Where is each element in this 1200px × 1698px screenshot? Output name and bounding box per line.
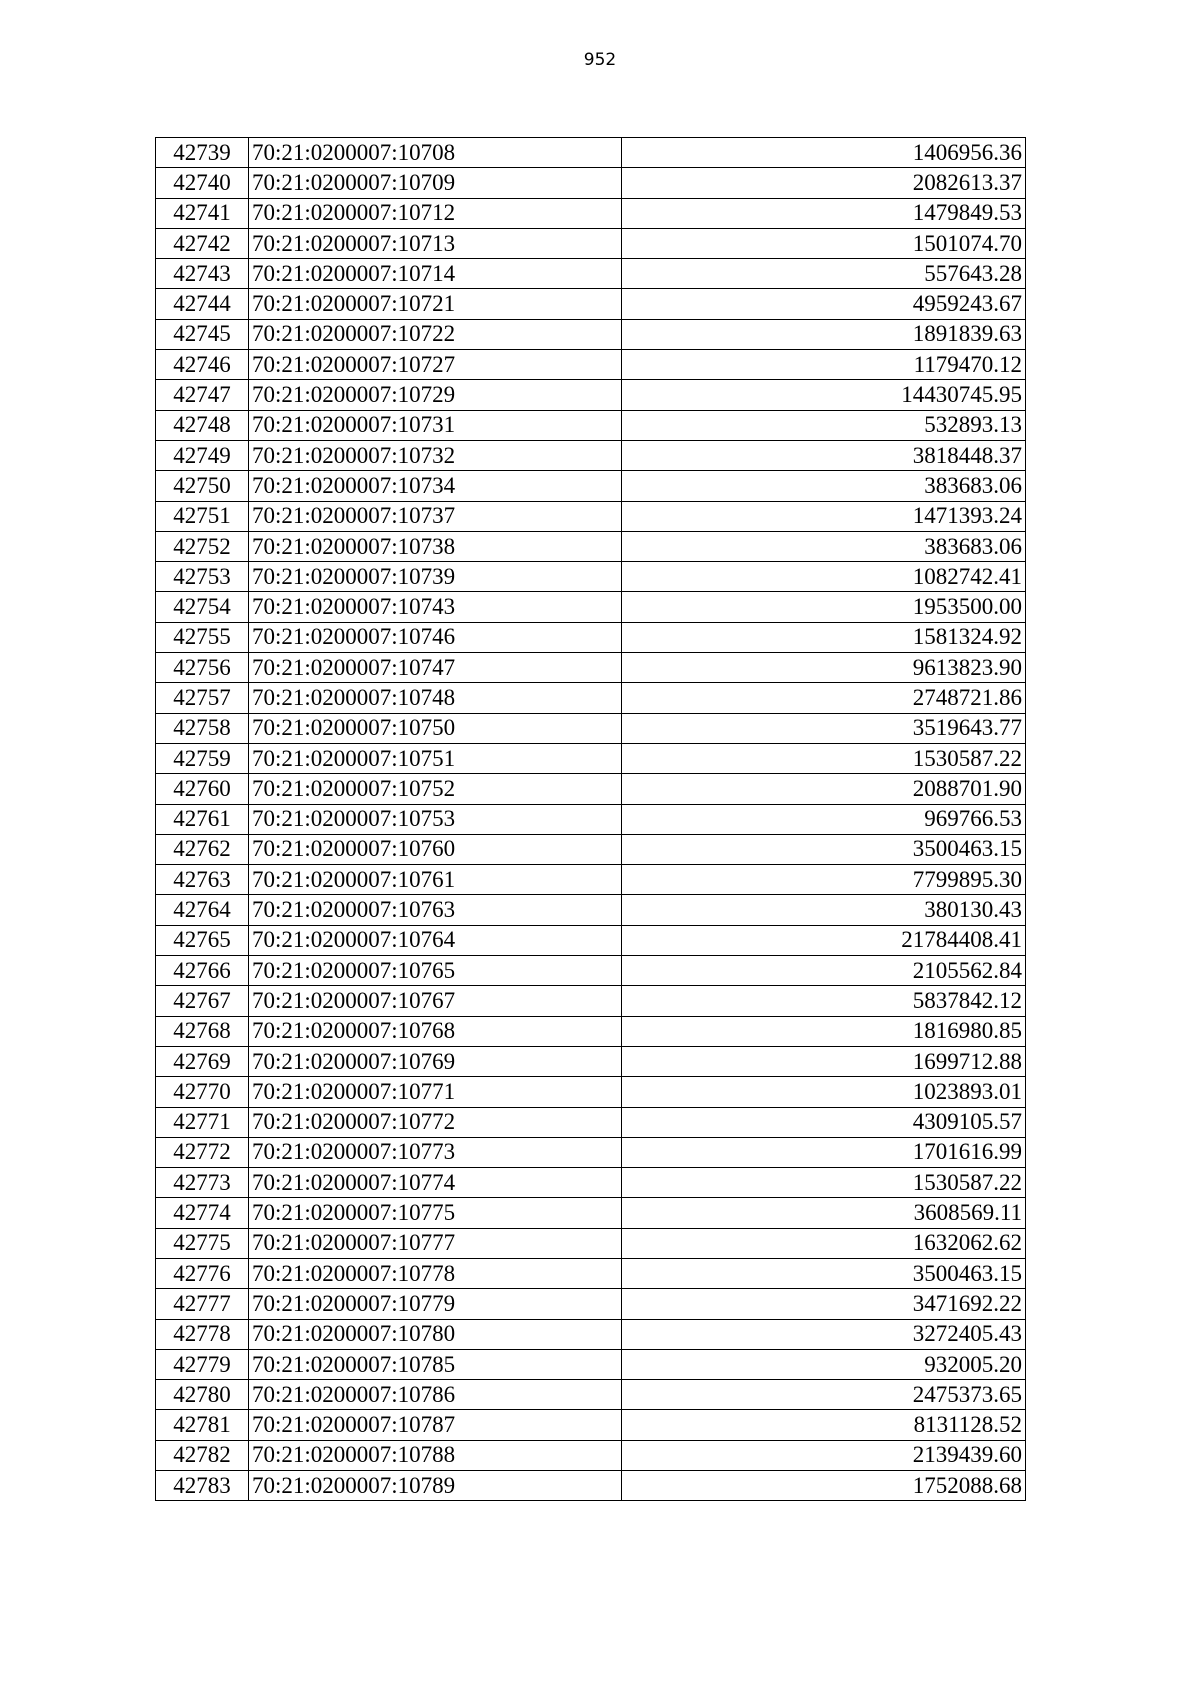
row-number-cell: 42747 [156, 380, 249, 410]
table-row [156, 1137, 1026, 1167]
row-number-cell: 42748 [156, 410, 249, 440]
row-number-cell: 42757 [156, 683, 249, 713]
cadastral-number-cell: 70:21:0200007:10788 [249, 1440, 622, 1470]
row-number-cell: 42761 [156, 804, 249, 834]
cadastral-number-cell: 70:21:0200007:10743 [249, 592, 622, 622]
value-cell: 383683.06 [622, 471, 1026, 501]
row-number-cell: 42750 [156, 471, 249, 501]
row-number-cell: 42741 [156, 198, 249, 228]
row-number-cell: 42745 [156, 319, 249, 349]
value-cell: 21784408.41 [622, 925, 1026, 955]
row-number-cell: 42746 [156, 350, 249, 380]
table-row [156, 925, 1026, 955]
value-cell: 1632062.62 [622, 1228, 1026, 1258]
row-number-cell: 42765 [156, 925, 249, 955]
table-row [156, 956, 1026, 986]
value-cell: 3608569.11 [622, 1198, 1026, 1228]
table-row [156, 410, 1026, 440]
page-number: 952 [583, 50, 617, 70]
row-number-cell: 42772 [156, 1137, 249, 1167]
cadastral-number-cell: 70:21:0200007:10789 [249, 1471, 622, 1501]
row-number-cell: 42764 [156, 895, 249, 925]
row-number-cell: 42749 [156, 440, 249, 470]
table-row [156, 1046, 1026, 1076]
value-cell: 4309105.57 [622, 1107, 1026, 1137]
table-row [156, 1077, 1026, 1107]
cadastral-number-cell: 70:21:0200007:10778 [249, 1258, 622, 1288]
row-number-cell: 42767 [156, 986, 249, 1016]
table-row [156, 319, 1026, 349]
row-number-cell: 42756 [156, 653, 249, 683]
cadastral-number-cell: 70:21:0200007:10748 [249, 683, 622, 713]
row-number-cell: 42779 [156, 1349, 249, 1379]
value-cell: 3818448.37 [622, 440, 1026, 470]
value-cell: 3500463.15 [622, 834, 1026, 864]
table-row [156, 228, 1026, 258]
cadastral-number-cell: 70:21:0200007:10786 [249, 1380, 622, 1410]
row-number-cell: 42777 [156, 1289, 249, 1319]
cadastral-number-cell: 70:21:0200007:10746 [249, 622, 622, 652]
cadastral-number-cell: 70:21:0200007:10753 [249, 804, 622, 834]
value-cell: 1530587.22 [622, 1168, 1026, 1198]
row-number-cell: 42760 [156, 774, 249, 804]
table-row [156, 1168, 1026, 1198]
cadastral-number-cell: 70:21:0200007:10732 [249, 440, 622, 470]
cadastral-number-cell: 70:21:0200007:10750 [249, 713, 622, 743]
table-row [156, 1471, 1026, 1501]
cadastral-number-cell: 70:21:0200007:10739 [249, 562, 622, 592]
table-row [156, 471, 1026, 501]
value-cell: 532893.13 [622, 410, 1026, 440]
table-row [156, 1349, 1026, 1379]
cadastral-number-cell: 70:21:0200007:10780 [249, 1319, 622, 1349]
cadastral-number-cell: 70:21:0200007:10771 [249, 1077, 622, 1107]
value-cell: 3500463.15 [622, 1258, 1026, 1288]
table-body [156, 138, 1026, 1501]
cadastral-number-cell: 70:21:0200007:10727 [249, 350, 622, 380]
cadastral-number-cell: 70:21:0200007:10774 [249, 1168, 622, 1198]
table-row [156, 1228, 1026, 1258]
value-cell: 1530587.22 [622, 743, 1026, 773]
cadastral-number-cell: 70:21:0200007:10765 [249, 956, 622, 986]
cadastral-number-cell: 70:21:0200007:10777 [249, 1228, 622, 1258]
row-number-cell: 42755 [156, 622, 249, 652]
value-cell: 1701616.99 [622, 1137, 1026, 1167]
row-number-cell: 42780 [156, 1380, 249, 1410]
cadastral-number-cell: 70:21:0200007:10763 [249, 895, 622, 925]
table-row [156, 380, 1026, 410]
value-cell: 1471393.24 [622, 501, 1026, 531]
table-row [156, 683, 1026, 713]
row-number-cell: 42743 [156, 259, 249, 289]
row-number-cell: 42782 [156, 1440, 249, 1470]
value-cell: 380130.43 [622, 895, 1026, 925]
table-row [156, 865, 1026, 895]
row-number-cell: 42773 [156, 1168, 249, 1198]
value-cell: 1752088.68 [622, 1471, 1026, 1501]
table-row [156, 1319, 1026, 1349]
value-cell: 9613823.90 [622, 653, 1026, 683]
value-cell: 3471692.22 [622, 1289, 1026, 1319]
table-row [156, 895, 1026, 925]
table-row [156, 1380, 1026, 1410]
row-number-cell: 42775 [156, 1228, 249, 1258]
cadastral-number-cell: 70:21:0200007:10712 [249, 198, 622, 228]
value-cell: 2105562.84 [622, 956, 1026, 986]
cadastral-number-cell: 70:21:0200007:10737 [249, 501, 622, 531]
cadastral-number-cell: 70:21:0200007:10775 [249, 1198, 622, 1228]
row-number-cell: 42774 [156, 1198, 249, 1228]
value-cell: 1581324.92 [622, 622, 1026, 652]
cadastral-number-cell: 70:21:0200007:10779 [249, 1289, 622, 1319]
cadastral-number-cell: 70:21:0200007:10714 [249, 259, 622, 289]
value-cell: 1082742.41 [622, 562, 1026, 592]
value-cell: 7799895.30 [622, 865, 1026, 895]
value-cell: 1179470.12 [622, 350, 1026, 380]
value-cell: 1479849.53 [622, 198, 1026, 228]
cadastral-number-cell: 70:21:0200007:10709 [249, 168, 622, 198]
table-row [156, 1107, 1026, 1137]
row-number-cell: 42778 [156, 1319, 249, 1349]
row-number-cell: 42766 [156, 956, 249, 986]
cadastral-number-cell: 70:21:0200007:10721 [249, 289, 622, 319]
value-cell: 1406956.36 [622, 138, 1026, 168]
row-number-cell: 42769 [156, 1046, 249, 1076]
cadastral-number-cell: 70:21:0200007:10751 [249, 743, 622, 773]
row-number-cell: 42768 [156, 1016, 249, 1046]
row-number-cell: 42752 [156, 531, 249, 561]
row-number-cell: 42744 [156, 289, 249, 319]
cadastral-number-cell: 70:21:0200007:10787 [249, 1410, 622, 1440]
cadastral-number-cell: 70:21:0200007:10773 [249, 1137, 622, 1167]
cadastral-number-cell: 70:21:0200007:10752 [249, 774, 622, 804]
row-number-cell: 42776 [156, 1258, 249, 1288]
cadastral-number-cell: 70:21:0200007:10761 [249, 865, 622, 895]
table-row [156, 743, 1026, 773]
value-cell: 14430745.95 [622, 380, 1026, 410]
table-row [156, 531, 1026, 561]
table-row [156, 804, 1026, 834]
table-row [156, 592, 1026, 622]
table-row [156, 1440, 1026, 1470]
table-row [156, 168, 1026, 198]
table-row [156, 713, 1026, 743]
row-number-cell: 42758 [156, 713, 249, 743]
row-number-cell: 42751 [156, 501, 249, 531]
value-cell: 1816980.85 [622, 1016, 1026, 1046]
row-number-cell: 42754 [156, 592, 249, 622]
table-row [156, 562, 1026, 592]
table-row [156, 1016, 1026, 1046]
table-row [156, 138, 1026, 168]
value-cell: 557643.28 [622, 259, 1026, 289]
cadastral-number-cell: 70:21:0200007:10772 [249, 1107, 622, 1137]
table-row [156, 1258, 1026, 1288]
value-cell: 1023893.01 [622, 1077, 1026, 1107]
cadastral-number-cell: 70:21:0200007:10785 [249, 1349, 622, 1379]
row-number-cell: 42762 [156, 834, 249, 864]
cadastral-number-cell: 70:21:0200007:10738 [249, 531, 622, 561]
table-row [156, 1289, 1026, 1319]
row-number-cell: 42759 [156, 743, 249, 773]
cadastral-number-cell: 70:21:0200007:10722 [249, 319, 622, 349]
table-row [156, 622, 1026, 652]
value-cell: 3519643.77 [622, 713, 1026, 743]
row-number-cell: 42783 [156, 1471, 249, 1501]
value-cell: 4959243.67 [622, 289, 1026, 319]
cadastral-number-cell: 70:21:0200007:10731 [249, 410, 622, 440]
value-cell: 2475373.65 [622, 1380, 1026, 1410]
cadastral-number-cell: 70:21:0200007:10767 [249, 986, 622, 1016]
row-number-cell: 42771 [156, 1107, 249, 1137]
cadastral-number-cell: 70:21:0200007:10760 [249, 834, 622, 864]
row-number-cell: 42781 [156, 1410, 249, 1440]
cadastral-number-cell: 70:21:0200007:10734 [249, 471, 622, 501]
value-cell: 2139439.60 [622, 1440, 1026, 1470]
cadastral-number-cell: 70:21:0200007:10708 [249, 138, 622, 168]
table-row [156, 501, 1026, 531]
cadastral-number-cell: 70:21:0200007:10713 [249, 228, 622, 258]
row-number-cell: 42742 [156, 228, 249, 258]
row-number-cell: 42740 [156, 168, 249, 198]
value-cell: 5837842.12 [622, 986, 1026, 1016]
table-row [156, 198, 1026, 228]
value-cell: 3272405.43 [622, 1319, 1026, 1349]
value-cell: 1699712.88 [622, 1046, 1026, 1076]
row-number-cell: 42753 [156, 562, 249, 592]
cadastral-number-cell: 70:21:0200007:10768 [249, 1016, 622, 1046]
value-cell: 1891839.63 [622, 319, 1026, 349]
value-cell: 1953500.00 [622, 592, 1026, 622]
value-cell: 383683.06 [622, 531, 1026, 561]
table-row [156, 653, 1026, 683]
value-cell: 8131128.52 [622, 1410, 1026, 1440]
cadastral-number-cell: 70:21:0200007:10764 [249, 925, 622, 955]
row-number-cell: 42763 [156, 865, 249, 895]
table-row [156, 440, 1026, 470]
table-row [156, 350, 1026, 380]
cadastral-number-cell: 70:21:0200007:10729 [249, 380, 622, 410]
cadastral-value-table [155, 137, 1026, 1501]
value-cell: 2082613.37 [622, 168, 1026, 198]
table-row [156, 986, 1026, 1016]
row-number-cell: 42739 [156, 138, 249, 168]
value-cell: 969766.53 [622, 804, 1026, 834]
value-cell: 1501074.70 [622, 228, 1026, 258]
cadastral-number-cell: 70:21:0200007:10747 [249, 653, 622, 683]
cadastral-number-cell: 70:21:0200007:10769 [249, 1046, 622, 1076]
table-row [156, 1198, 1026, 1228]
table-row [156, 774, 1026, 804]
table-row [156, 289, 1026, 319]
table-row [156, 1410, 1026, 1440]
table-row [156, 259, 1026, 289]
value-cell: 2088701.90 [622, 774, 1026, 804]
row-number-cell: 42770 [156, 1077, 249, 1107]
table-row [156, 834, 1026, 864]
value-cell: 932005.20 [622, 1349, 1026, 1379]
value-cell: 2748721.86 [622, 683, 1026, 713]
